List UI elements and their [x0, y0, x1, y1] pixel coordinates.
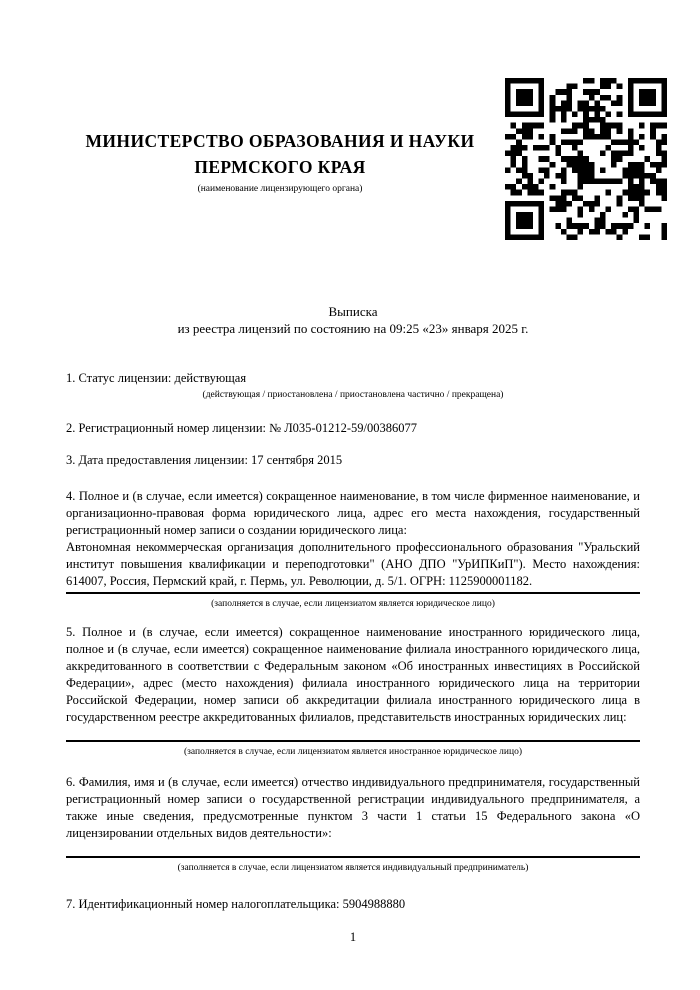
document-body	[66, 303, 640, 946]
qr-code	[505, 78, 667, 240]
item-registration-number: 2. Регистрационный номер лицензии: № Л035-01212-59/00386077	[66, 421, 417, 435]
item-entrepreneur	[66, 774, 640, 874]
document-title-line2: из реестра лицензий по состоянию на 09:25 «23» января 2025 г.	[177, 321, 529, 336]
legal-entity-caption: (заполняется в случае, если лицензиатом является юридическое лицо)	[211, 599, 495, 609]
document-title	[66, 303, 640, 337]
document-title-line1: Выписка	[328, 304, 378, 319]
license-status-text: 1. Статус лицензии: действующая	[66, 371, 247, 385]
license-status-caption: (действующая / приостановлена / приостановлена частично / прекращена)	[202, 390, 504, 400]
legal-entity-value: Автономная некоммерческая организация дополнительного профессионального образования "Уральский институт повышения квалификации и переподготовки" (АНО ДПО "УрИПКиП"). Место нахождения: 614007, Россия, Пермский край, г. Пермь, ул. Революции, д. 5/1. ОГРН: 1125900001182.	[66, 540, 640, 588]
entrepreneur-fill-rule	[66, 856, 640, 858]
ministry-name-line2: ПЕРМСКОГО КРАЯ	[194, 157, 366, 177]
licensing-authority-caption: (наименование лицензирующего органа)	[197, 184, 363, 194]
foreign-entity-label: 5. Полное и (в случае, если имеется) сокращенное наименование иностранного юридического лица, полное и (в случае, если имеется) сокращенное наименование филиала иностранного юридического лица, аккредитованного в соответствии с Федеральным законом «Об иностранных инвестициях в Российской Федерации», адрес (место нахождения) филиала иностранного юридического лица на территории Российской Федерации, номер записи об аккредитации филиала иностранного юридического лица в государственном реестре аккредитованных филиалов, представительств иностранных юридических лиц:	[66, 625, 640, 724]
item-taxpayer-number: 7. Идентификационный номер налогоплательщика: 5904988880	[66, 897, 406, 911]
item-foreign-entity	[66, 624, 640, 758]
item-grant-date: 3. Дата предоставления лицензии: 17 сентября 2015	[66, 453, 343, 467]
entrepreneur-caption: (заполняется в случае, если лицензиатом является индивидуальный предприниматель)	[177, 863, 529, 873]
legal-entity-fill-rule	[66, 592, 640, 594]
page-number: 1	[349, 930, 357, 944]
item-legal-entity	[66, 488, 640, 610]
item-license-status	[66, 370, 640, 401]
entrepreneur-label: 6. Фамилия, имя и (в случае, если имеется) отчество индивидуального предпринимателя, государственный регистрационный номер записи о государственной регистрации индивидуального предпринимателя, а также иные сведения, предусмотренные пунктом 3 части 1 статьи 15 Федерального закона «О лицензировании отдельных видов деятельности»:	[66, 775, 640, 840]
legal-entity-label: 4. Полное и (в случае, если имеется) сокращенное наименование, в том числе фирменное наименование, и организационно-правовая форма юридического лица, адрес его места нахождения, государственный регистрационный номер записи о создании юридического лица:	[66, 489, 640, 537]
ministry-name-line1: МИНИСТЕРСТВО ОБРАЗОВАНИЯ И НАУКИ	[85, 131, 475, 151]
licensing-authority-header	[60, 128, 500, 196]
foreign-entity-fill-rule	[66, 740, 640, 742]
foreign-entity-caption: (заполняется в случае, если лицензиатом является иностранное юридическое лицо)	[184, 747, 522, 757]
